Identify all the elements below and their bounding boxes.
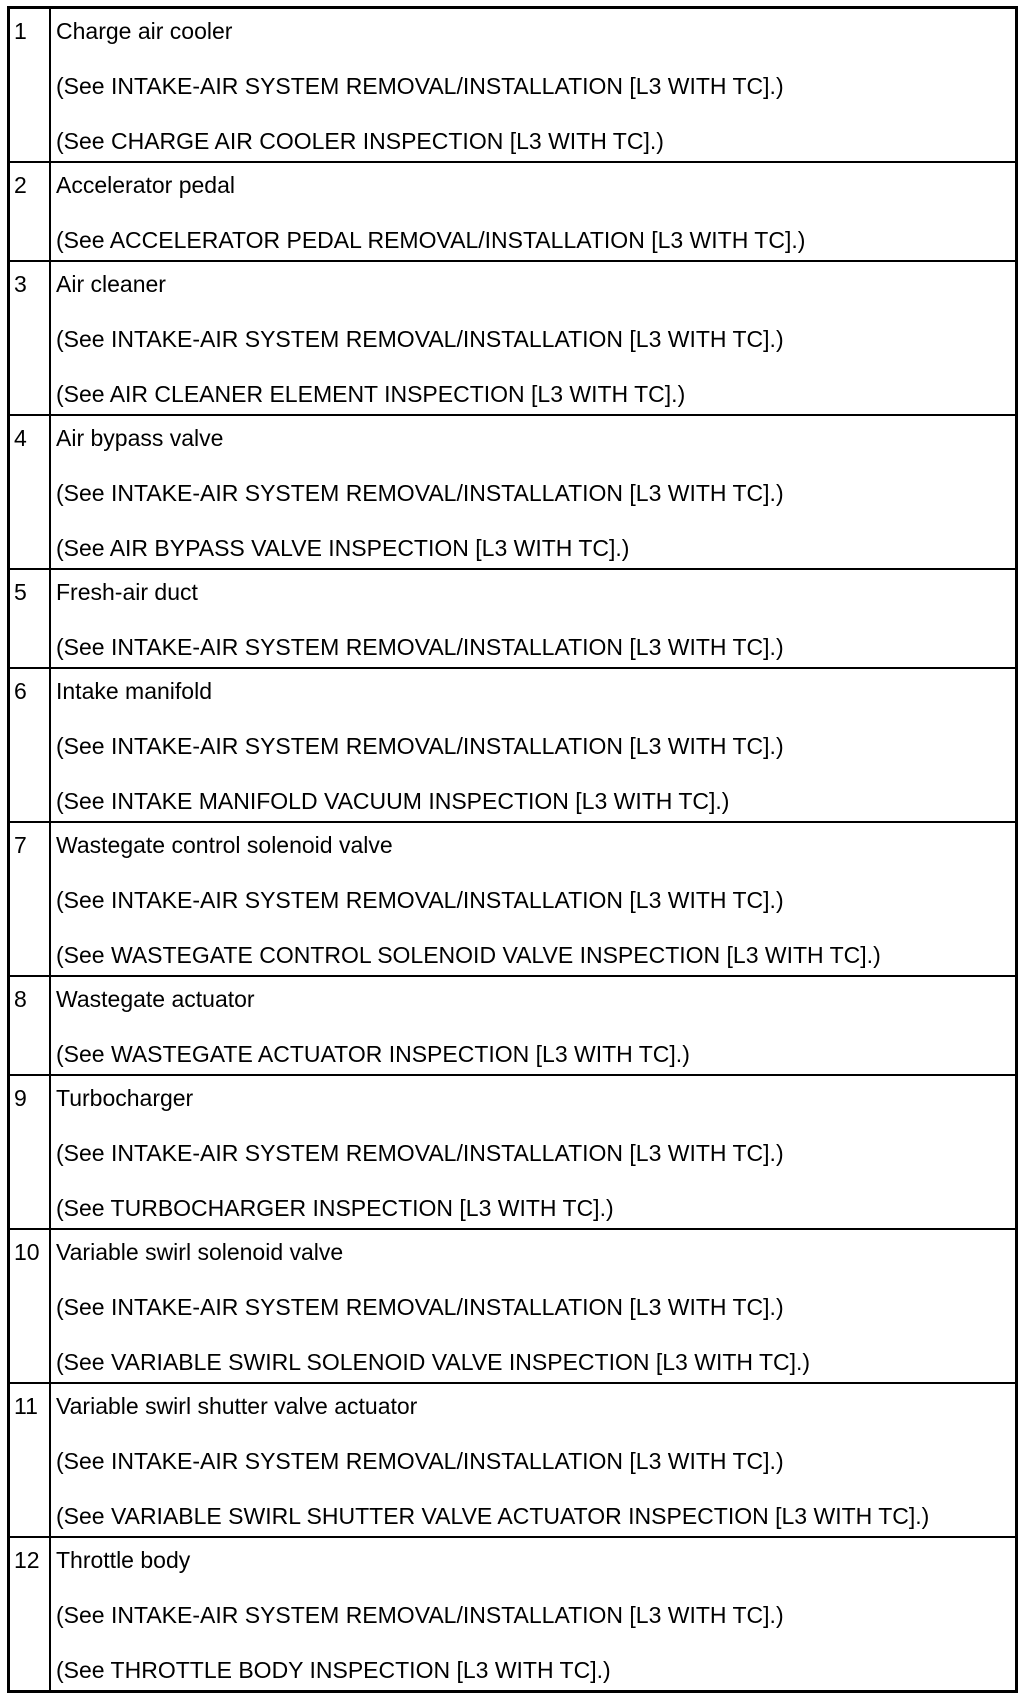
component-name: Intake manifold — [56, 678, 212, 704]
table-row — [9, 1537, 1017, 1692]
reference-list — [56, 888, 1011, 975]
table-row — [9, 415, 1017, 569]
reference-list — [56, 228, 1011, 260]
component-name: Wastegate control solenoid valve — [56, 832, 393, 858]
component-reference-table — [7, 6, 1018, 1693]
reference-list — [56, 734, 1011, 821]
reference-list — [56, 1603, 1011, 1690]
item-number: 1 — [9, 8, 51, 163]
reference-list — [56, 635, 1011, 667]
reference-link[interactable]: (See INTAKE-AIR SYSTEM REMOVAL/INSTALLATION [L3 WITH TC].) — [56, 73, 784, 99]
item-content — [50, 976, 1017, 1075]
reference-list — [56, 1449, 1011, 1536]
component-name: Variable swirl solenoid valve — [56, 1239, 344, 1265]
component-name: Fresh-air duct — [56, 579, 198, 605]
reference-link[interactable]: (See INTAKE-AIR SYSTEM REMOVAL/INSTALLATION [L3 WITH TC].) — [56, 887, 784, 913]
reference-link[interactable]: (See AIR CLEANER ELEMENT INSPECTION [L3 WITH TC].) — [56, 381, 686, 407]
reference-link[interactable]: (See INTAKE-AIR SYSTEM REMOVAL/INSTALLATION [L3 WITH TC].) — [56, 1448, 784, 1474]
item-content — [50, 1537, 1017, 1692]
component-name: Turbocharger — [56, 1085, 194, 1111]
component-name: Charge air cooler — [56, 18, 233, 44]
component-name: Air bypass valve — [56, 425, 224, 451]
item-content — [50, 1229, 1017, 1383]
reference-link[interactable]: (See WASTEGATE CONTROL SOLENOID VALVE INSPECTION [L3 WITH TC].) — [56, 942, 881, 968]
table-row — [9, 8, 1017, 163]
item-number: 10 — [9, 1229, 51, 1383]
reference-link[interactable]: (See INTAKE-AIR SYSTEM REMOVAL/INSTALLATION [L3 WITH TC].) — [56, 480, 784, 506]
item-content — [50, 261, 1017, 415]
reference-link[interactable]: (See INTAKE-AIR SYSTEM REMOVAL/INSTALLATION [L3 WITH TC].) — [56, 634, 784, 660]
reference-link[interactable]: (See THROTTLE BODY INSPECTION [L3 WITH TC].) — [56, 1657, 611, 1683]
reference-list — [56, 327, 1011, 414]
item-content — [50, 162, 1017, 261]
item-number: 12 — [9, 1537, 51, 1692]
table-row — [9, 822, 1017, 976]
reference-link[interactable]: (See INTAKE MANIFOLD VACUUM INSPECTION [L3 WITH TC].) — [56, 788, 730, 814]
reference-link[interactable]: (See AIR BYPASS VALVE INSPECTION [L3 WITH TC].) — [56, 535, 630, 561]
table-row — [9, 1229, 1017, 1383]
reference-link[interactable]: (See VARIABLE SWIRL SHUTTER VALVE ACTUATOR INSPECTION [L3 WITH TC].) — [56, 1503, 930, 1529]
reference-list — [56, 1042, 1011, 1074]
reference-list — [56, 1141, 1011, 1228]
item-content — [50, 668, 1017, 822]
reference-link[interactable]: (See TURBOCHARGER INSPECTION [L3 WITH TC].) — [56, 1195, 614, 1221]
component-name: Variable swirl shutter valve actuator — [56, 1393, 418, 1419]
table-row — [9, 1383, 1017, 1537]
table-row — [9, 569, 1017, 668]
table-row — [9, 162, 1017, 261]
component-name: Accelerator pedal — [56, 172, 235, 198]
reference-link[interactable]: (See INTAKE-AIR SYSTEM REMOVAL/INSTALLATION [L3 WITH TC].) — [56, 326, 784, 352]
reference-list — [56, 481, 1011, 568]
reference-link[interactable]: (See INTAKE-AIR SYSTEM REMOVAL/INSTALLATION [L3 WITH TC].) — [56, 1140, 784, 1166]
table-row — [9, 976, 1017, 1075]
reference-link[interactable]: (See ACCELERATOR PEDAL REMOVAL/INSTALLATION [L3 WITH TC].) — [56, 227, 806, 253]
item-content — [50, 822, 1017, 976]
item-number: 3 — [9, 261, 51, 415]
table-row — [9, 261, 1017, 415]
item-content — [50, 569, 1017, 668]
item-number: 2 — [9, 162, 51, 261]
reference-list — [56, 74, 1011, 161]
component-name: Throttle body — [56, 1547, 191, 1573]
reference-link[interactable]: (See INTAKE-AIR SYSTEM REMOVAL/INSTALLATION [L3 WITH TC].) — [56, 1294, 784, 1320]
table-body — [9, 8, 1017, 1692]
reference-link[interactable]: (See INTAKE-AIR SYSTEM REMOVAL/INSTALLATION [L3 WITH TC].) — [56, 733, 784, 759]
item-content — [50, 415, 1017, 569]
item-number: 4 — [9, 415, 51, 569]
item-content — [50, 1075, 1017, 1229]
component-name: Air cleaner — [56, 271, 166, 297]
component-name: Wastegate actuator — [56, 986, 255, 1012]
item-number: 6 — [9, 668, 51, 822]
reference-link[interactable]: (See VARIABLE SWIRL SOLENOID VALVE INSPECTION [L3 WITH TC].) — [56, 1349, 811, 1375]
reference-link[interactable]: (See WASTEGATE ACTUATOR INSPECTION [L3 WITH TC].) — [56, 1041, 690, 1067]
table-row — [9, 1075, 1017, 1229]
item-number: 7 — [9, 822, 51, 976]
item-number: 11 — [9, 1383, 51, 1537]
reference-link[interactable]: (See CHARGE AIR COOLER INSPECTION [L3 WITH TC].) — [56, 128, 664, 154]
reference-list — [56, 1295, 1011, 1382]
table-row — [9, 668, 1017, 822]
item-content — [50, 1383, 1017, 1537]
item-number: 8 — [9, 976, 51, 1075]
item-number: 5 — [9, 569, 51, 668]
reference-link[interactable]: (See INTAKE-AIR SYSTEM REMOVAL/INSTALLATION [L3 WITH TC].) — [56, 1602, 784, 1628]
item-content — [50, 8, 1017, 163]
item-number: 9 — [9, 1075, 51, 1229]
